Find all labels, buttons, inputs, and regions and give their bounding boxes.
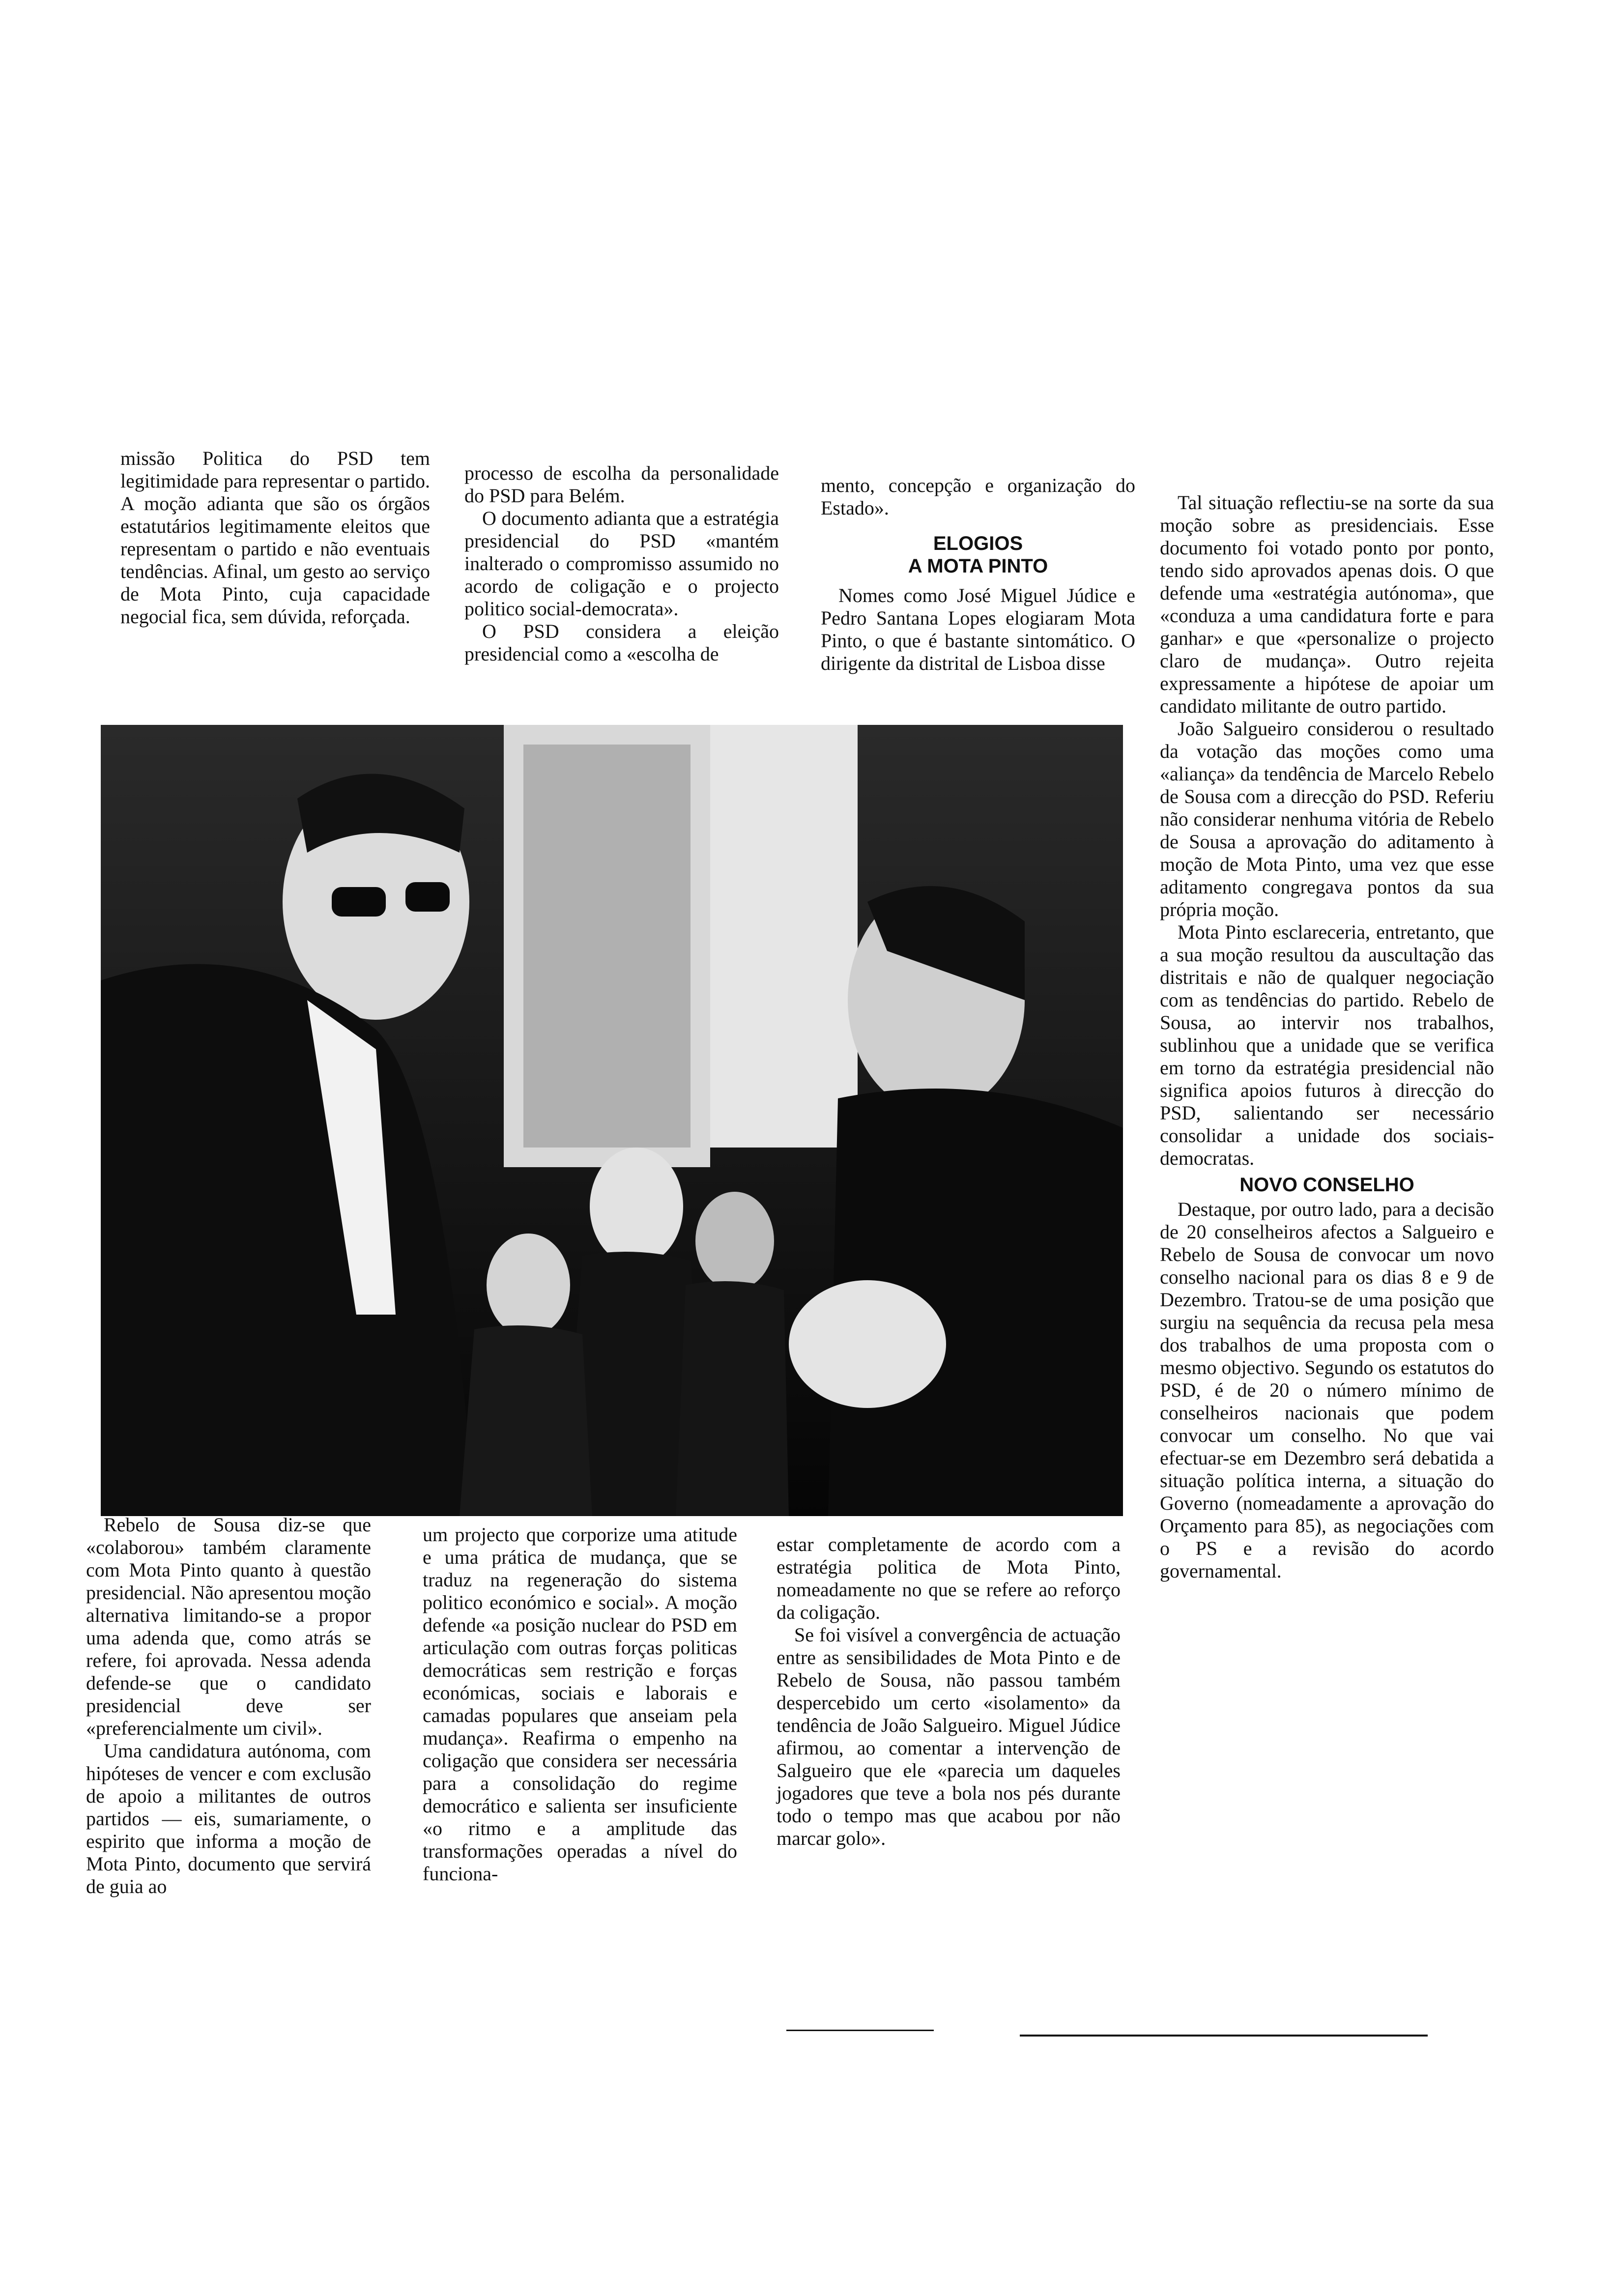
paragraph: Uma candidatura autónoma, com hipóteses de vencer e com exclusão de apoio a militantes de outros partidos — eis, sumariamente, o espirito que informa a moção de Mota Pinto, documento que servirá de guia ao xyxy=(86,1740,376,1897)
col3-bottom xyxy=(777,1533,1125,1850)
paragraph: Se foi visível a convergência de actuação entre as sensibilidades de Mota Pinto e de Rebelo de Sousa, não passou também despercebido um certo «isolamento» da tendência de João Salgueiro. Miguel Júdice afirmou, ao comentar a intervenção de Salgueiro que ele «parecia um daqueles jogadores que teve a bola nos pés durante todo o tempo mas que acabou por não marcar golo». xyxy=(777,1624,1125,1849)
col1-top xyxy=(120,447,435,628)
col2-top xyxy=(464,462,784,665)
divider-rule xyxy=(1020,2035,1428,2037)
paragraph: Destaque, por outro lado, para a decisão de 20 conselheiros afectos a Salgueiro e Rebelo de Sousa de convocar um novo conselho nacional para os dias 8 e 9 de Dezembro. Tratou-se de uma posição que surgiu na sequência da recusa pela mesa dos trabalhos de uma proposta com o mesmo objectivo. Segundo os estatutos do PSD, é de 20 o número mínimo de conselheiros nacionais que podem convocar um conselho. No que vai efectuar-se em Dezembro será debatida a situação política interna, a situação do Governo (nomeadamente a aprovação do Orçamento para 85), as negociações com o PS e a revisão do acordo governamental. xyxy=(1160,1198,1499,1582)
heading-elogios: ELOGIOS A MOTA PINTO xyxy=(908,533,1048,577)
paragraph: estar completamente de acordo com a estratégia politica de Mota Pinto, nomeadamente no que se refere ao reforço da coligação. xyxy=(777,1533,1125,1623)
col2-bottom xyxy=(423,1523,742,1885)
paragraph: Tal situação reflectiu-se na sorte da sua moção sobre as presidenciais. Esse documento foi votado ponto por ponto, tendo sido aprovados apenas dois. O que defende uma «estratégia autónoma», que «conduza a uma candidatura forte e para ganhar» e que «personalize o projecto claro de mudança». Outro rejeita expressamente a hipótese de apoiar um candidato militante de outro partido. xyxy=(1160,491,1499,717)
paragraph: Nomes como José Miguel Júdice e Pedro Santana Lopes elogiaram Mota Pinto, o que é bastante sintomático. O dirigente da distrital de Lisboa disse xyxy=(821,584,1140,674)
paragraph: O documento adianta que a estratégia presidencial do PSD «mantém inalterado o compromisso assumido no acordo de coligação e o projecto politico social-democrata». xyxy=(464,507,784,620)
paragraph: missão Politica do PSD tem legitimidade para representar o partido. A moção adianta que são os órgãos estatutários legitimamente eleitos que representam o partido e não eventuais tendências. Afinal, um gesto ao serviço de Mota Pinto, cuja capacidade negocial fica, sem dúvida, reforçada. xyxy=(120,447,435,628)
photo-image xyxy=(101,725,1123,1516)
news-photo xyxy=(101,725,1123,1516)
paragraph: Rebelo de Sousa diz-se que «colaborou» também claramente com Mota Pinto quanto à questão presidencial. Não apresentou moção alternativa limitando-se a propor uma adenda que, como atrás se refere, foi aprovada. Nessa adenda defende-se que o candidato presidencial deve ser «preferencialmente um civil». xyxy=(86,1514,376,1739)
heading-novo-conselho: NOVO CONSELHO xyxy=(1239,1174,1414,1196)
divider-rule xyxy=(786,2030,934,2031)
paragraph: João Salgueiro considerou o resultado da votação das moções como uma «aliança» da tendência de Marcelo Rebelo de Sousa com a direcção do PSD. Referiu não considerar nenhuma vitória de Rebelo de Sousa a aprovação do aditamento à moção de Mota Pinto, uma vez que esse aditamento congregava pontos da sua própria moção. xyxy=(1160,718,1499,920)
col3-top xyxy=(821,474,1140,675)
col4 xyxy=(1160,491,1499,1582)
col1-bottom xyxy=(86,1514,376,1898)
paragraph: um projecto que corporize uma atitude e uma prática de mudança, que se traduz na regeneração do sistema politico económico e social». A moção defende «a posição nuclear do PSD em articulação com outras forças politicas democráticas sem restrição e forças económicas, sociais e laborais e camadas populares que anseiam pela mudança». Reafirma o empenho na coligação que considera ser necessária para a consolidação do regime democrático e salienta ser insuficiente «o ritmo e a amplitude das transformações operadas a nível do funciona- xyxy=(423,1523,742,1885)
paragraph: mento, concepção e organização do Estado». xyxy=(821,474,1140,519)
paragraph: processo de escolha da personalidade do PSD para Belém. xyxy=(464,462,784,507)
paragraph: Mota Pinto esclareceria, entretanto, que a sua moção resultou da auscultação das distritais e não de qualquer negociação com as tendências do partido. Rebelo de Sousa, ao intervir nos trabalhos, sublinhou que a unidade que se verifica em torno da estratégia presidencial não significa apoios futuros à direcção do PSD, salientando ser necessário consolidar a unidade dos sociais-democratas. xyxy=(1160,921,1499,1169)
paragraph: O PSD considera a eleição presidencial como a «escolha de xyxy=(464,620,784,665)
